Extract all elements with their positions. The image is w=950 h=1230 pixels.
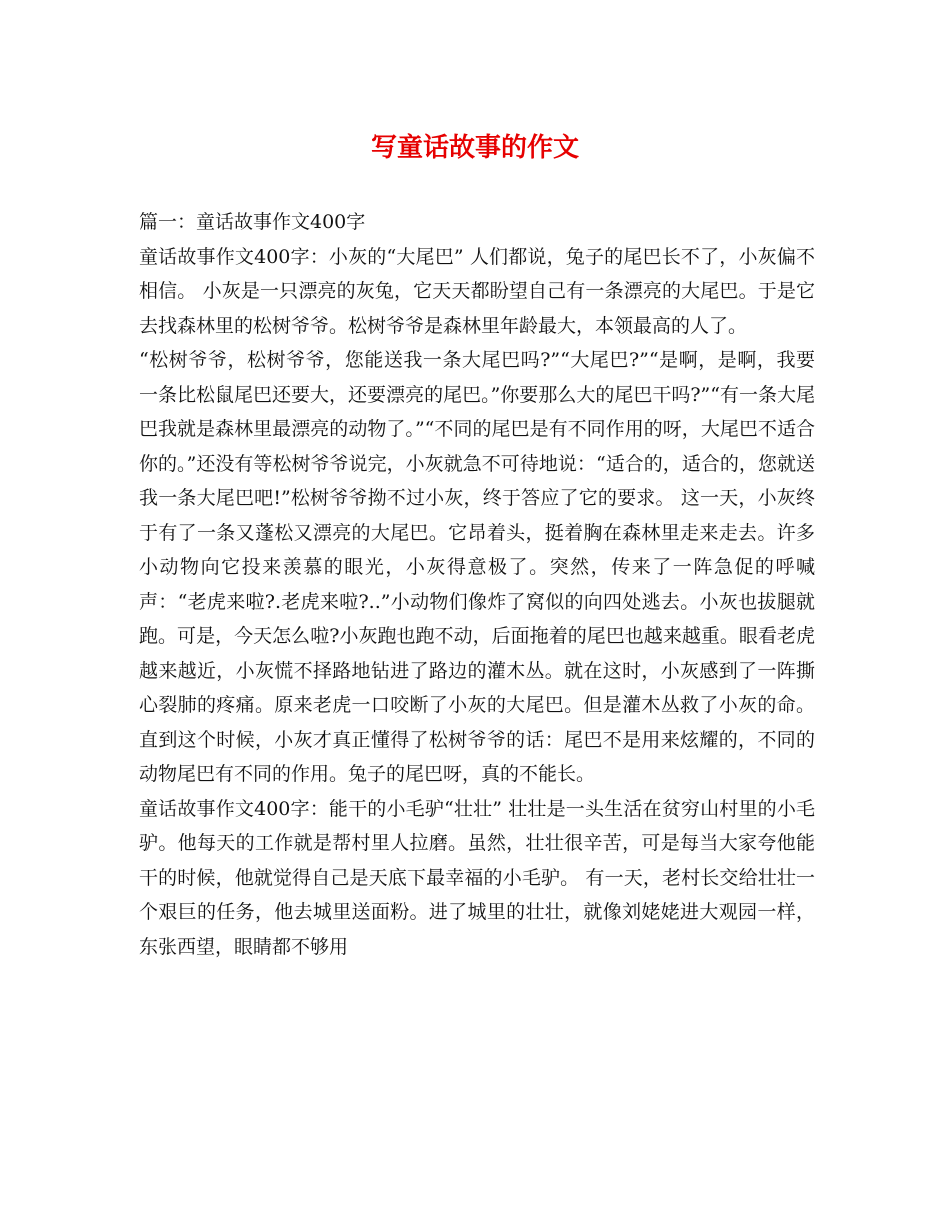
story-paragraph: “松树爷爷，松树爷爷，您能送我一条大尾巴吗?”“大尾巴?”“是啊，是啊，我要一条比松鼠尾巴还要大，还要漂亮的尾巴。”你要那么大的尾巴干吗?”“有一条大尾巴我就是森林里最漂亮的动物了。”“不同的尾巴是有不同作用的呀，大尾巴不适合你的。”还没有等松树爷爷说完，小灰就急不可待地说：“适合的，适合的，您就送我一条大尾巴吧!”松树爷爷拗不过小灰，终于答应了它的要求。 这一天，小灰终于有了一条又蓬松又漂亮的大尾巴。它昂着头，挺着胸在森林里走来走去。许多小动物向它投来羡慕的眼光，小灰得意极了。突然，传来了一阵急促的呼喊声：“老虎来啦?.老虎来啦?..”小动物们像炸了窝似的向四处逃去。小灰也拔腿就跑。可是，今天怎么啦?小灰跑也跑不动，后面拖着的尾巴也越来越重。眼看老虎越来越近，小灰慌不择路地钻进了路边的灌木丛。就在这时，小灰感到了一阵撕心裂肺的疼痛。原来老虎一口咬断了小灰的大尾巴。但是灌木丛救了小灰的命。 直到这个时候，小灰才真正懂得了松树爷爷的话：尾巴不是用来炫耀的，不同的动物尾巴有不同的作用。兔子的尾巴呀，真的不能长。: [139, 349, 815, 785]
document-body: [139, 205, 815, 964]
section-heading: 篇一：童话故事作文400字: [139, 211, 366, 233]
document-title: 写童话故事的作文: [370, 133, 579, 163]
story-paragraph: 童话故事作文400字：能干的小毛驴“壮壮” 壮壮是一头生活在贫穷山村里的小毛驴。他每天的工作就是帮村里人拉磨。虽然，壮壮很辛苦，可是每当大家夸他能干的时候，他就觉得自己是天底下最幸福的小毛驴。 有一天，老村长交给壮壮一个艰巨的任务，他去城里送面粉。进了城里的壮壮，就像刘姥姥进大观园一样，东张西望，眼睛都不够用: [139, 797, 815, 958]
story-paragraph: 童话故事作文400字：小灰的“大尾巴” 人们都说，兔子的尾巴长不了，小灰偏不相信。 小灰是一只漂亮的灰兔，它天天都盼望自己有一条漂亮的大尾巴。于是它去找森林里的松树爷爷。松树爷爷是森林里年龄最大，本领最高的人了。: [139, 245, 815, 337]
